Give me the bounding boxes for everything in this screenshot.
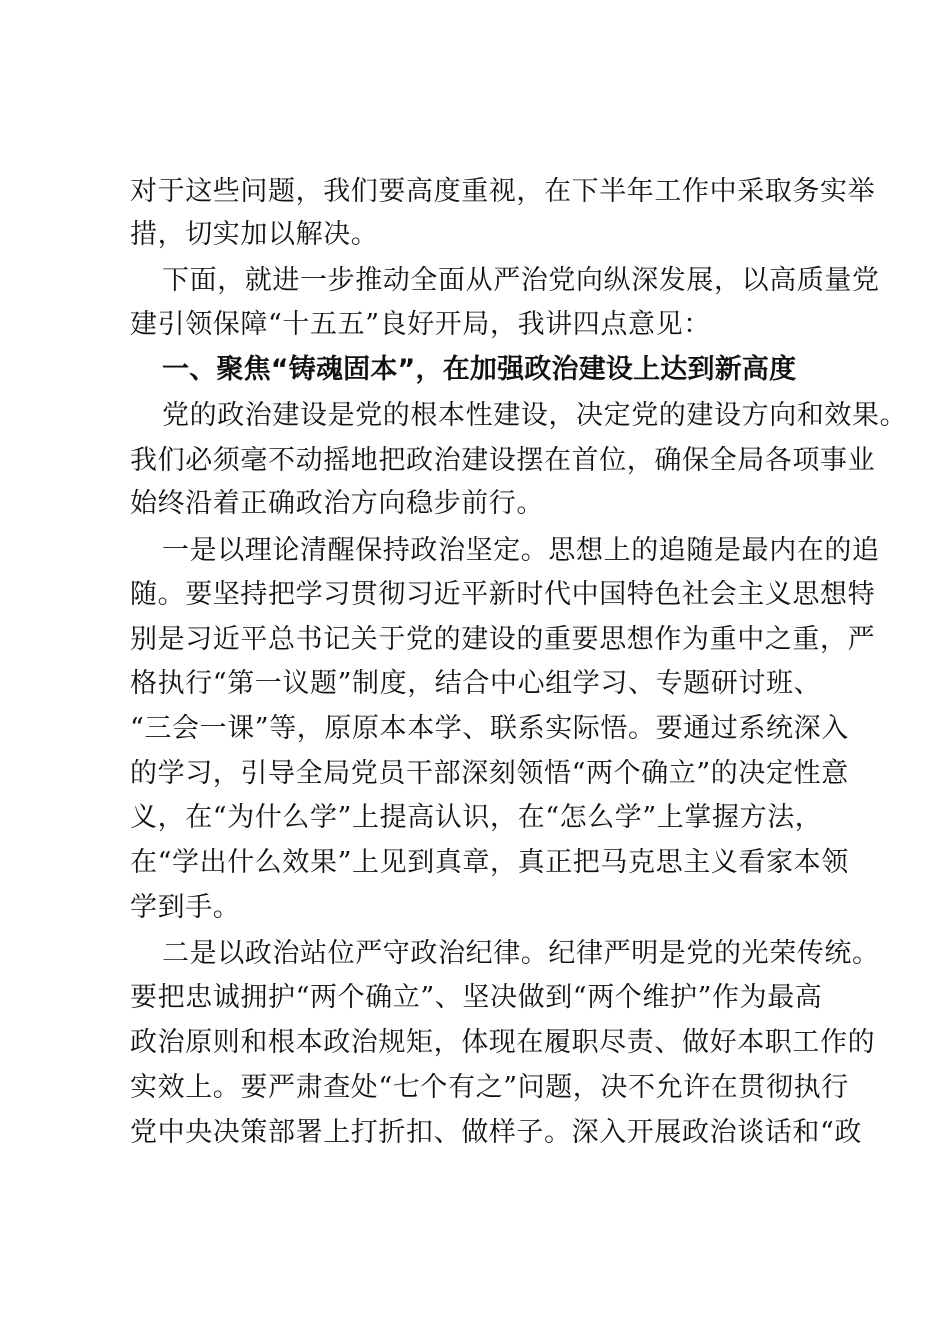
body-text-line: 的学习，引导全局党员干部深刻领悟“两个确立”的决定性意 (130, 758, 849, 789)
body-text-line: 措，切实加以解决。 (130, 219, 379, 250)
body-text-line: 我们必须毫不动摇地把政治建设摆在首位，确保全局各项事业 (130, 445, 876, 476)
paragraph-first-line: 一是以理论清醒保持政治坚定。思想上的追随是最内在的追 (162, 535, 880, 566)
paragraph-first-line: 下面，就进一步推动全面从严治党向纵深发展，以高质量党 (162, 265, 880, 296)
body-text-line: 在“学出什么效果”上见到真章，真正把马克思主义看家本领 (130, 847, 849, 878)
body-text-line: 要把忠诚拥护“两个确立”、坚决做到“两个维护”作为最高 (130, 982, 823, 1013)
body-text-line: 义，在“为什么学”上提高认识，在“怎么学”上掌握方法， (130, 802, 823, 833)
body-text-line: 学到手。 (130, 892, 241, 923)
body-text-line: “三会一课”等，原原本本学、联系实际悟。要通过系统深入 (130, 713, 849, 744)
body-text-line: 始终沿着正确政治方向稳步前行。 (130, 488, 544, 519)
body-text-line: 格执行“第一议题”制度，结合中心组学习、专题研讨班、 (130, 668, 822, 699)
body-text-line: 别是习近平总书记关于党的建设的重要思想作为重中之重，严 (130, 624, 876, 655)
section-heading: 一、聚焦“铸魂固本”，在加强政治建设上达到新高度 (162, 354, 797, 385)
body-text-line: 党中央决策部署上打折扣、做样子。深入开展政治谈话和“政 (130, 1117, 863, 1148)
body-text-line: 政治原则和根本政治规矩，体现在履职尽责、做好本职工作的 (130, 1027, 876, 1058)
paragraph-first-line: 二是以政治站位严守政治纪律。纪律严明是党的光荣传统。 (162, 938, 880, 969)
body-text-line: 建引领保障“十五五”良好开局，我讲四点意见： (130, 309, 711, 340)
paragraph-first-line: 党的政治建设是党的根本性建设，决定党的建设方向和效果。 (162, 400, 908, 431)
body-text-line: 实效上。要严肃查处“七个有之”问题，决不允许在贯彻执行 (130, 1072, 849, 1103)
body-text-line: 随。要坚持把学习贯彻习近平新时代中国特色社会主义思想特 (130, 579, 876, 610)
body-text-line: 对于这些问题，我们要高度重视，在下半年工作中采取务实举 (130, 176, 876, 207)
